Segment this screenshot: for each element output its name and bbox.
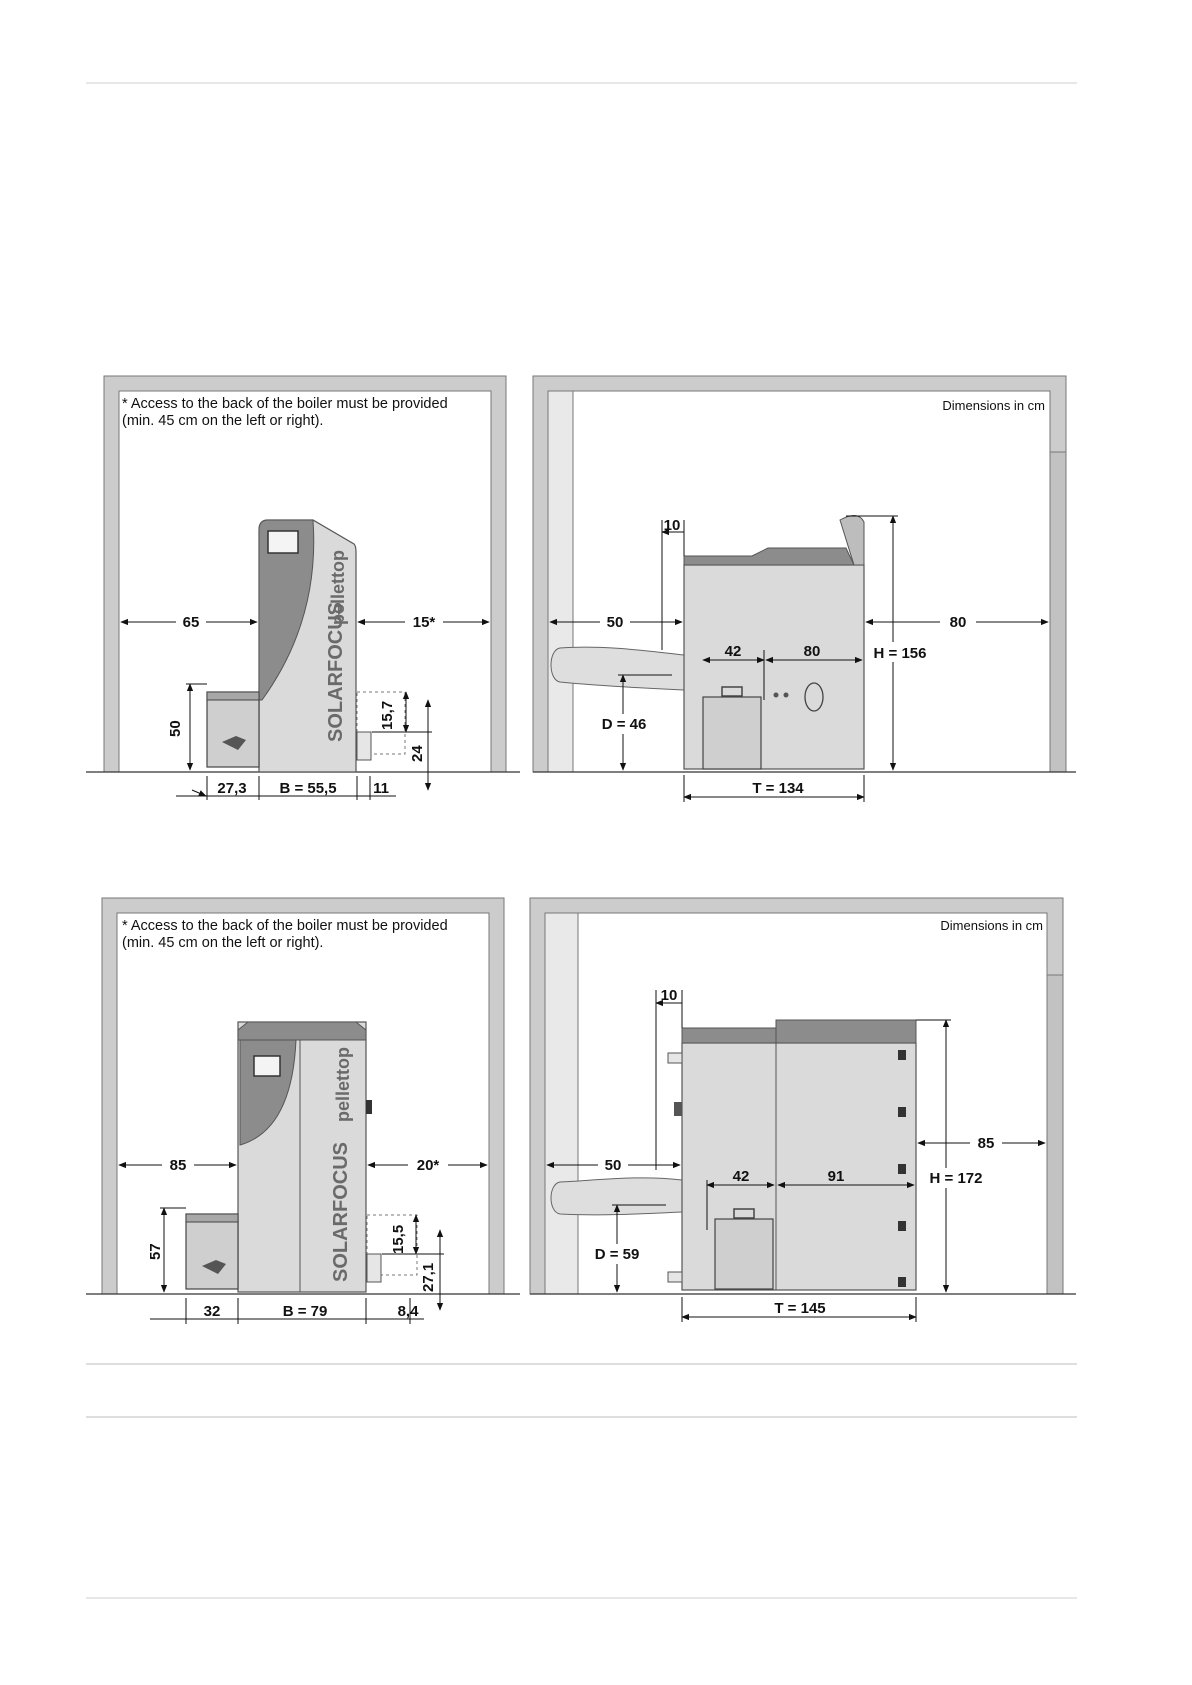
dim-top-gap-label: 10 (660, 987, 678, 1004)
model-logo: pellettop (328, 550, 348, 625)
wall-recess (545, 913, 578, 1294)
dim-left-clear-label: 65 (182, 614, 200, 631)
wall-recess (548, 391, 573, 772)
dim-pipe-height-label: 15,7 (379, 700, 396, 730)
access-note-line2: (min. 45 cm on the left or right). (122, 413, 324, 429)
hopper-lid (186, 1214, 238, 1222)
flue-connector (357, 732, 371, 760)
hopper-side (703, 697, 761, 769)
small-front-view (86, 376, 520, 800)
boiler-top (238, 1022, 366, 1040)
dim-pipe-base-label: 27,1 (420, 1262, 437, 1292)
dim-pipe-base-label: 24 (409, 745, 426, 762)
hinge (898, 1277, 906, 1287)
dim-rear-clear-label: 50 (606, 614, 624, 631)
boiler-top-lid (684, 548, 854, 565)
wall-right-pillar (1050, 452, 1066, 772)
access-note-line1: * Access to the back of the boiler must be provided (122, 918, 448, 934)
ash-hopper (186, 1214, 238, 1289)
dim-right-clear-label: 20* (416, 1157, 440, 1174)
dim-hopper-height-label: 50 (167, 720, 184, 737)
dim-conn-b-label: 80 (803, 643, 821, 660)
dim-rear-clear-label: 50 (604, 1157, 622, 1174)
hinge (898, 1050, 906, 1060)
access-note-line1: * Access to the back of the boiler must be provided (122, 396, 448, 412)
display-screen (254, 1056, 280, 1076)
dim-flue-height-label: D = 46 (601, 716, 647, 733)
hinge (898, 1221, 906, 1231)
vent-grille (674, 1102, 682, 1116)
dim-height-label: H = 156 (873, 645, 927, 662)
access-note-line2: (min. 45 cm on the left or right). (122, 935, 324, 951)
dim-front-clear-label: 85 (977, 1135, 995, 1152)
connector-dot (774, 693, 779, 698)
boiler-top-lid-front (776, 1020, 916, 1043)
pipe-stub-bottom (668, 1272, 682, 1282)
brand-logo: SOLARFOCUS (325, 602, 347, 742)
pipe-stub-top (668, 1053, 682, 1063)
model-logo: pellettop (333, 1047, 353, 1122)
dim-conn-a-label: 42 (732, 1168, 750, 1185)
flue-connector (367, 1254, 381, 1282)
boiler-top-lid-rear (682, 1028, 776, 1043)
dim-pipe-height-label: 15,5 (390, 1224, 407, 1254)
dim-hopper-width-label: 32 (203, 1303, 221, 1320)
dim-boiler-width-label: B = 79 (282, 1303, 328, 1320)
side-handle (366, 1100, 372, 1114)
units-label: Dimensions in cm (940, 918, 1043, 933)
dim-hopper-height-label: 57 (147, 1243, 164, 1260)
hopper-side (715, 1219, 773, 1289)
wall-right-pillar (1047, 975, 1063, 1294)
dim-flue-height-label: D = 59 (594, 1246, 640, 1263)
brand-logo: SOLARFOCUS (330, 1142, 352, 1282)
dim-back-offset-label: 8,4 (397, 1303, 419, 1320)
dim-left-clear-label: 85 (169, 1157, 187, 1174)
large-front-view (86, 898, 520, 1324)
hinge (898, 1164, 906, 1174)
dim-back-offset-label: 11 (373, 780, 389, 797)
small-side-view (533, 376, 1076, 802)
dim-conn-b-label: 91 (827, 1168, 845, 1185)
dim-top-gap-label: 10 (663, 517, 681, 534)
units-label: Dimensions in cm (942, 398, 1045, 413)
dim-conn-a-label: 42 (724, 643, 742, 660)
display-screen (268, 531, 298, 553)
dim-depth-label: T = 145 (774, 1300, 826, 1317)
dim-depth-label: T = 134 (752, 780, 804, 797)
connector-dot (784, 693, 789, 698)
large-side-view (530, 898, 1076, 1322)
hopper-lid (207, 692, 259, 700)
hinge (898, 1107, 906, 1117)
dim-height-label: H = 172 (929, 1170, 983, 1187)
ash-hopper (207, 692, 259, 767)
dim-hopper-width-label: 27,3 (217, 780, 247, 797)
dim-boiler-width-label: B = 55,5 (279, 780, 337, 797)
dim-front-clear-label: 80 (949, 614, 967, 631)
dim-right-clear-label: 15* (412, 614, 436, 631)
